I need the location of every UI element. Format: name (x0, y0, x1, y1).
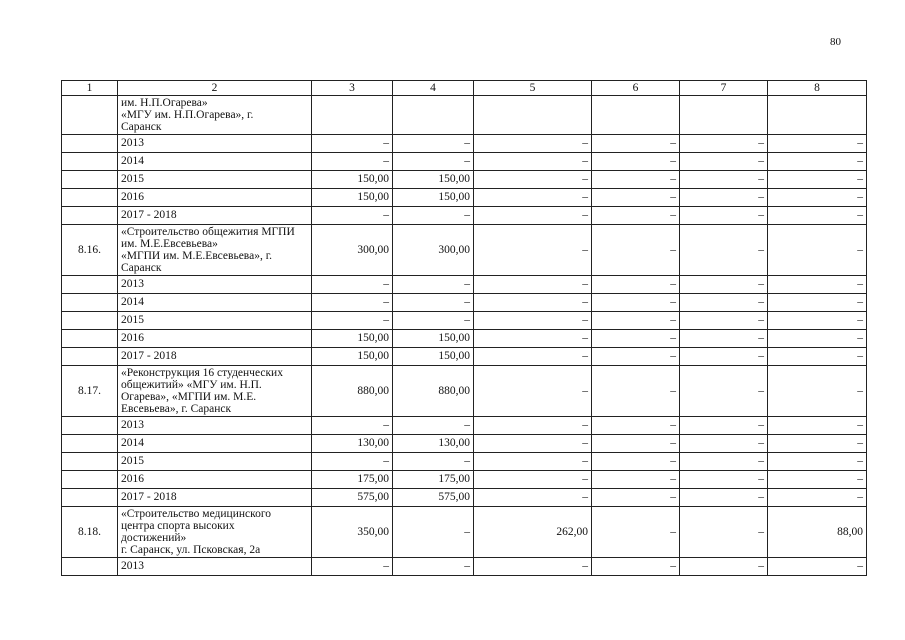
value-col-8: – (768, 489, 867, 507)
value-col-5: – (474, 366, 592, 417)
value-col-6: – (592, 366, 680, 417)
value-col-6: – (592, 153, 680, 171)
page-number: 80 (830, 36, 841, 48)
year-row (62, 417, 867, 435)
value-col-5: – (474, 417, 592, 435)
project-row (62, 96, 867, 135)
value-col-4: 150,00 (393, 171, 474, 189)
item-number (62, 96, 118, 135)
value-col-8: – (768, 558, 867, 576)
value-col-3: – (312, 153, 393, 171)
name-line: 2015 (121, 455, 144, 467)
year-row (62, 171, 867, 189)
value-col-5: – (474, 207, 592, 225)
name-line: 2014 (121, 155, 144, 167)
value-col-4: – (393, 558, 474, 576)
item-number (62, 312, 118, 330)
year-label (118, 153, 312, 171)
name-line: 2017 - 2018 (121, 209, 177, 221)
value-col-7: – (680, 135, 768, 153)
year-row (62, 435, 867, 453)
value-col-7 (680, 96, 768, 135)
item-number (62, 330, 118, 348)
name-line: 2014 (121, 296, 144, 308)
value-col-4: 175,00 (393, 471, 474, 489)
column-header-row (62, 81, 867, 96)
project-name (118, 225, 312, 276)
value-col-7: – (680, 435, 768, 453)
value-col-7: – (680, 417, 768, 435)
value-col-6: – (592, 207, 680, 225)
value-col-8: – (768, 417, 867, 435)
name-line: 2017 - 2018 (121, 491, 177, 503)
value-col-3: 575,00 (312, 489, 393, 507)
name-line: общежитий» «МГУ им. Н.П. (121, 379, 262, 391)
item-number (62, 135, 118, 153)
value-col-8: – (768, 453, 867, 471)
value-col-7: – (680, 507, 768, 558)
year-label (118, 171, 312, 189)
year-label (118, 207, 312, 225)
year-row (62, 471, 867, 489)
year-label (118, 348, 312, 366)
year-label (118, 276, 312, 294)
year-row (62, 489, 867, 507)
value-col-6: – (592, 435, 680, 453)
value-col-5: – (474, 330, 592, 348)
item-number (62, 471, 118, 489)
value-col-4: 300,00 (393, 225, 474, 276)
item-number (62, 489, 118, 507)
value-col-3: – (312, 453, 393, 471)
value-col-6 (592, 96, 680, 135)
project-name (118, 366, 312, 417)
value-col-4: 150,00 (393, 348, 474, 366)
value-col-8: – (768, 471, 867, 489)
value-col-3: – (312, 135, 393, 153)
value-col-8: – (768, 153, 867, 171)
item-number (62, 348, 118, 366)
value-col-4: – (393, 453, 474, 471)
value-col-5: – (474, 471, 592, 489)
item-number (62, 294, 118, 312)
name-line: 2014 (121, 437, 144, 449)
value-col-6: – (592, 171, 680, 189)
value-col-7: – (680, 348, 768, 366)
name-line: «Строительство медицинского (121, 508, 272, 520)
name-line: 2013 (121, 137, 144, 149)
value-col-8: – (768, 171, 867, 189)
name-line: Саранск (121, 121, 162, 133)
year-row (62, 348, 867, 366)
column-header-6: 6 (592, 81, 680, 96)
value-col-3: 150,00 (312, 171, 393, 189)
value-col-6: – (592, 489, 680, 507)
value-col-5: – (474, 294, 592, 312)
value-col-5: – (474, 348, 592, 366)
column-header-2: 2 (118, 81, 312, 96)
value-col-5: – (474, 453, 592, 471)
value-col-4: 130,00 (393, 435, 474, 453)
value-col-3: – (312, 417, 393, 435)
item-number (62, 558, 118, 576)
name-line: 2016 (121, 332, 144, 344)
value-col-5: – (474, 135, 592, 153)
name-line: «МГПИ им. М.Е.Евсевьева», г. (121, 250, 272, 262)
item-number: 8.17. (62, 366, 118, 417)
name-line: 2017 - 2018 (121, 350, 177, 362)
value-col-7: – (680, 489, 768, 507)
value-col-7: – (680, 294, 768, 312)
project-name (118, 96, 312, 135)
value-col-3: 880,00 (312, 366, 393, 417)
value-col-5: – (474, 276, 592, 294)
value-col-5: – (474, 558, 592, 576)
name-line: «Строительство общежития МГПИ (121, 226, 295, 238)
year-label (118, 312, 312, 330)
value-col-4: – (393, 294, 474, 312)
year-label (118, 189, 312, 207)
value-col-6: – (592, 135, 680, 153)
year-label (118, 417, 312, 435)
column-header-1: 1 (62, 81, 118, 96)
year-label (118, 435, 312, 453)
year-row (62, 312, 867, 330)
value-col-4: 880,00 (393, 366, 474, 417)
name-line: 2016 (121, 191, 144, 203)
value-col-8: – (768, 312, 867, 330)
value-col-8: – (768, 294, 867, 312)
value-col-4: – (393, 507, 474, 558)
value-col-7: – (680, 189, 768, 207)
column-header-7: 7 (680, 81, 768, 96)
name-line: 2015 (121, 173, 144, 185)
item-number (62, 171, 118, 189)
value-col-7: – (680, 471, 768, 489)
name-line: 2016 (121, 473, 144, 485)
value-col-3: 350,00 (312, 507, 393, 558)
year-row (62, 330, 867, 348)
value-col-8: – (768, 189, 867, 207)
value-col-8: – (768, 366, 867, 417)
value-col-3: 150,00 (312, 330, 393, 348)
value-col-8: – (768, 348, 867, 366)
value-col-7: – (680, 453, 768, 471)
value-col-6: – (592, 312, 680, 330)
value-col-7: – (680, 171, 768, 189)
column-header-3: 3 (312, 81, 393, 96)
name-line: им. М.Е.Евсевьева» (121, 238, 218, 250)
value-col-6: – (592, 417, 680, 435)
value-col-7: – (680, 312, 768, 330)
year-row (62, 135, 867, 153)
name-line: 2013 (121, 560, 144, 572)
investment-table (61, 80, 867, 576)
name-line: Саранск (121, 262, 162, 274)
value-col-4: – (393, 207, 474, 225)
value-col-6: – (592, 189, 680, 207)
name-line: «МГУ им. Н.П.Огарева», г. (121, 109, 254, 121)
value-col-8: – (768, 207, 867, 225)
value-col-3: – (312, 312, 393, 330)
year-row (62, 453, 867, 471)
year-label (118, 294, 312, 312)
project-row (62, 507, 867, 558)
name-line: «Реконструкция 16 студенческих (121, 367, 283, 379)
year-label (118, 489, 312, 507)
value-col-8: – (768, 276, 867, 294)
value-col-6: – (592, 330, 680, 348)
value-col-6: – (592, 558, 680, 576)
year-label (118, 558, 312, 576)
value-col-8: – (768, 435, 867, 453)
item-number (62, 417, 118, 435)
value-col-7: – (680, 330, 768, 348)
value-col-5: – (474, 171, 592, 189)
value-col-8: – (768, 330, 867, 348)
value-col-7: – (680, 558, 768, 576)
value-col-6: – (592, 294, 680, 312)
item-number (62, 207, 118, 225)
value-col-5: – (474, 312, 592, 330)
item-number: 8.16. (62, 225, 118, 276)
value-col-5: – (474, 225, 592, 276)
value-col-3: 130,00 (312, 435, 393, 453)
year-row (62, 294, 867, 312)
name-line: достижений» (121, 532, 187, 544)
value-col-6: – (592, 507, 680, 558)
value-col-5: – (474, 489, 592, 507)
value-col-8: – (768, 225, 867, 276)
year-label (118, 471, 312, 489)
value-col-7: – (680, 153, 768, 171)
value-col-8: – (768, 135, 867, 153)
name-line: Евсевьева», г. Саранск (121, 403, 232, 415)
year-row (62, 207, 867, 225)
value-col-6: – (592, 471, 680, 489)
name-line: 2013 (121, 278, 144, 290)
value-col-7: – (680, 276, 768, 294)
value-col-4: – (393, 312, 474, 330)
value-col-3: – (312, 276, 393, 294)
value-col-5: – (474, 153, 592, 171)
year-row (62, 153, 867, 171)
year-row (62, 276, 867, 294)
value-col-7: – (680, 366, 768, 417)
column-header-8: 8 (768, 81, 867, 96)
value-col-6: – (592, 348, 680, 366)
value-col-8 (768, 96, 867, 135)
column-header-5: 5 (474, 81, 592, 96)
year-label (118, 135, 312, 153)
value-col-4: – (393, 276, 474, 294)
project-name (118, 507, 312, 558)
name-line: г. Саранск, ул. Псковская, 2а (121, 544, 261, 556)
year-row (62, 189, 867, 207)
item-number: 8.18. (62, 507, 118, 558)
item-number (62, 453, 118, 471)
value-col-5: 262,00 (474, 507, 592, 558)
value-col-3: 300,00 (312, 225, 393, 276)
value-col-4 (393, 96, 474, 135)
value-col-3: – (312, 558, 393, 576)
item-number (62, 435, 118, 453)
value-col-3: 150,00 (312, 348, 393, 366)
value-col-4: – (393, 135, 474, 153)
item-number (62, 153, 118, 171)
value-col-7: – (680, 207, 768, 225)
name-line: им. Н.П.Огарева» (121, 97, 208, 109)
value-col-3: – (312, 294, 393, 312)
value-col-4: 150,00 (393, 330, 474, 348)
year-row (62, 558, 867, 576)
item-number (62, 276, 118, 294)
value-col-6: – (592, 225, 680, 276)
value-col-3 (312, 96, 393, 135)
value-col-5: – (474, 189, 592, 207)
project-row (62, 366, 867, 417)
value-col-4: 150,00 (393, 189, 474, 207)
column-header-4: 4 (393, 81, 474, 96)
year-label (118, 330, 312, 348)
item-number (62, 189, 118, 207)
value-col-4: – (393, 153, 474, 171)
value-col-4: – (393, 417, 474, 435)
name-line: Огарева», «МГПИ им. М.Е. (121, 391, 257, 403)
value-col-5: – (474, 435, 592, 453)
value-col-6: – (592, 276, 680, 294)
name-line: 2013 (121, 419, 144, 431)
year-label (118, 453, 312, 471)
value-col-6: – (592, 453, 680, 471)
name-line: центра спорта высоких (121, 520, 235, 532)
value-col-3: 175,00 (312, 471, 393, 489)
value-col-3: – (312, 207, 393, 225)
value-col-7: – (680, 225, 768, 276)
value-col-4: 575,00 (393, 489, 474, 507)
name-line: 2015 (121, 314, 144, 326)
value-col-3: 150,00 (312, 189, 393, 207)
project-row (62, 225, 867, 276)
value-col-5 (474, 96, 592, 135)
value-col-8: 88,00 (768, 507, 867, 558)
